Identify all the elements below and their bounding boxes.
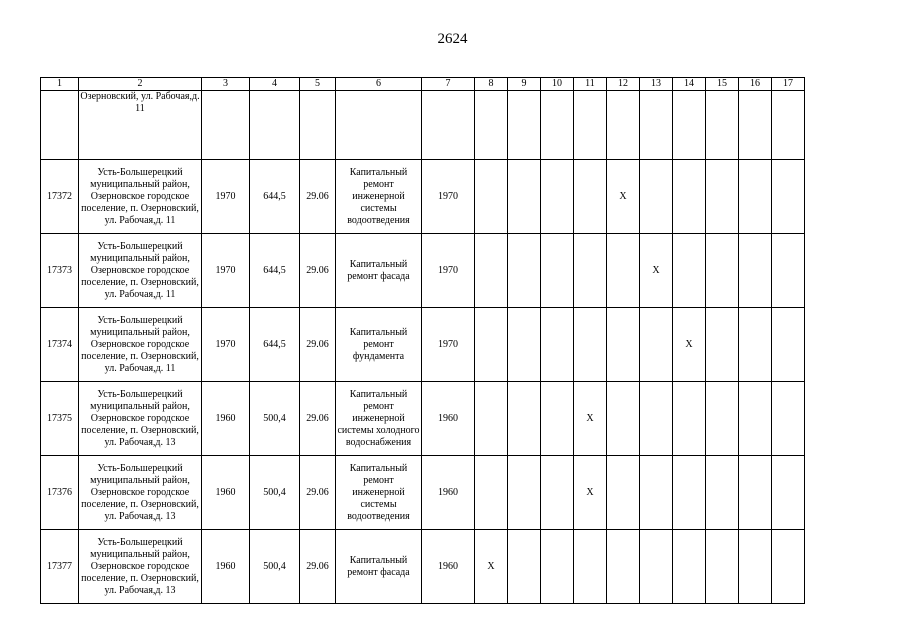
cell-id: 17372 (41, 160, 79, 234)
cell-year: 1960 (202, 530, 250, 604)
cell-empty (673, 456, 706, 530)
cell-empty (772, 530, 805, 604)
cell-col5: 29.06 (300, 308, 336, 382)
cell-area: 644,5 (250, 308, 300, 382)
cell-year: 1970 (202, 234, 250, 308)
cell-empty (574, 160, 607, 234)
cell-area: 500,4 (250, 382, 300, 456)
cell-col5: 29.06 (300, 234, 336, 308)
cell-id (41, 91, 79, 160)
cell-year: 1960 (202, 382, 250, 456)
cell-empty (772, 456, 805, 530)
cell-empty (541, 308, 574, 382)
cell-id: 17373 (41, 234, 79, 308)
column-header: 16 (739, 78, 772, 91)
cell-empty (706, 456, 739, 530)
cell-col7: 1960 (422, 382, 475, 456)
cell-address: Усть-Большерецкий муниципальный район, Озерновское городское поселение, п. Озерновский, ул. Рабочая,д. 11 (79, 160, 202, 234)
cell-empty (475, 160, 508, 234)
cell-mark: Х (673, 308, 706, 382)
table-row (41, 456, 805, 530)
cell-empty (508, 160, 541, 234)
cell-empty (475, 382, 508, 456)
cell-work-type: Капитальный ремонт инженерной системы холодного водоснабжения (336, 382, 422, 456)
cell-empty (541, 160, 574, 234)
cell-col5: 29.06 (300, 530, 336, 604)
cell-empty (250, 91, 300, 160)
table-row (41, 160, 805, 234)
cell-empty (574, 234, 607, 308)
cell-mark: Х (607, 160, 640, 234)
column-header: 3 (202, 78, 250, 91)
cell-empty (541, 456, 574, 530)
cell-area: 644,5 (250, 160, 300, 234)
column-header: 9 (508, 78, 541, 91)
column-header: 8 (475, 78, 508, 91)
cell-col7: 1960 (422, 456, 475, 530)
column-header: 5 (300, 78, 336, 91)
cell-mark: Х (574, 382, 607, 456)
cell-empty (475, 456, 508, 530)
register-table (40, 77, 805, 604)
cell-empty (508, 456, 541, 530)
cell-work-type: Капитальный ремонт инженерной системы водоотведения (336, 160, 422, 234)
cell-empty (607, 234, 640, 308)
cell-address: Усть-Большерецкий муниципальный район, Озерновское городское поселение, п. Озерновский, ул. Рабочая,д. 13 (79, 456, 202, 530)
cell-empty (640, 160, 673, 234)
cell-empty (541, 234, 574, 308)
cell-empty (739, 308, 772, 382)
column-header: 2 (79, 78, 202, 91)
cell-mark: Х (475, 530, 508, 604)
column-header: 11 (574, 78, 607, 91)
cell-empty (739, 160, 772, 234)
cell-empty (607, 382, 640, 456)
cell-empty (739, 91, 772, 160)
cell-empty (673, 382, 706, 456)
cell-empty (706, 530, 739, 604)
cell-col5: 29.06 (300, 160, 336, 234)
cell-empty (422, 91, 475, 160)
cell-empty (607, 456, 640, 530)
page-number: 2624 (437, 31, 468, 47)
cell-col7: 1960 (422, 530, 475, 604)
cell-empty (541, 382, 574, 456)
cell-empty (508, 530, 541, 604)
cell-year: 1970 (202, 160, 250, 234)
cell-col5: 29.06 (300, 382, 336, 456)
column-header: 4 (250, 78, 300, 91)
column-header: 10 (541, 78, 574, 91)
cell-empty (739, 382, 772, 456)
cell-mark: Х (574, 456, 607, 530)
cell-empty (739, 234, 772, 308)
cell-empty (640, 382, 673, 456)
cell-empty (300, 91, 336, 160)
cell-year: 1970 (202, 308, 250, 382)
cell-empty (640, 308, 673, 382)
cell-empty (574, 530, 607, 604)
cell-address: Озерновский, ул. Рабочая,д. 11 (79, 91, 202, 160)
cell-empty (772, 91, 805, 160)
cell-col5: 29.06 (300, 456, 336, 530)
cell-empty (772, 382, 805, 456)
cell-empty (640, 91, 673, 160)
column-header: 14 (673, 78, 706, 91)
cell-col7: 1970 (422, 234, 475, 308)
cell-empty (706, 234, 739, 308)
cell-area: 500,4 (250, 456, 300, 530)
cell-empty (541, 91, 574, 160)
cell-col7: 1970 (422, 308, 475, 382)
cell-empty (336, 91, 422, 160)
cell-work-type: Капитальный ремонт фасада (336, 530, 422, 604)
table-row (41, 382, 805, 456)
cell-id: 17374 (41, 308, 79, 382)
cell-empty (706, 308, 739, 382)
cell-address: Усть-Большерецкий муниципальный район, Озерновское городское поселение, п. Озерновский, ул. Рабочая,д. 13 (79, 382, 202, 456)
column-header: 15 (706, 78, 739, 91)
cell-empty (574, 308, 607, 382)
cell-empty (739, 530, 772, 604)
continuation-row (41, 91, 805, 160)
cell-address: Усть-Большерецкий муниципальный район, Озерновское городское поселение, п. Озерновский, ул. Рабочая,д. 11 (79, 308, 202, 382)
cell-empty (541, 530, 574, 604)
cell-empty (706, 91, 739, 160)
cell-id: 17376 (41, 456, 79, 530)
cell-area: 500,4 (250, 530, 300, 604)
cell-empty (673, 530, 706, 604)
cell-year: 1960 (202, 456, 250, 530)
cell-empty (772, 308, 805, 382)
cell-empty (673, 91, 706, 160)
table-row (41, 308, 805, 382)
cell-id: 17375 (41, 382, 79, 456)
table-row (41, 234, 805, 308)
cell-empty (706, 382, 739, 456)
column-number-row (41, 78, 805, 91)
column-header: 7 (422, 78, 475, 91)
column-header: 13 (640, 78, 673, 91)
cell-work-type: Капитальный ремонт фасада (336, 234, 422, 308)
cell-empty (475, 308, 508, 382)
table-row (41, 530, 805, 604)
cell-work-type: Капитальный ремонт фундамента (336, 308, 422, 382)
cell-empty (607, 308, 640, 382)
cell-address: Усть-Большерецкий муниципальный район, Озерновское городское поселение, п. Озерновский, ул. Рабочая,д. 13 (79, 530, 202, 604)
column-header: 1 (41, 78, 79, 91)
cell-empty (508, 234, 541, 308)
cell-empty (574, 91, 607, 160)
cell-empty (607, 91, 640, 160)
cell-mark: Х (640, 234, 673, 308)
cell-empty (706, 160, 739, 234)
cell-id: 17377 (41, 530, 79, 604)
cell-address: Усть-Большерецкий муниципальный район, Озерновское городское поселение, п. Озерновский, ул. Рабочая,д. 11 (79, 234, 202, 308)
cell-empty (640, 530, 673, 604)
cell-empty (673, 160, 706, 234)
cell-empty (772, 160, 805, 234)
cell-empty (673, 234, 706, 308)
cell-empty (607, 530, 640, 604)
cell-empty (202, 91, 250, 160)
cell-empty (508, 308, 541, 382)
cell-col7: 1970 (422, 160, 475, 234)
cell-work-type: Капитальный ремонт инженерной системы водоотведения (336, 456, 422, 530)
column-header: 6 (336, 78, 422, 91)
cell-empty (475, 234, 508, 308)
cell-empty (739, 456, 772, 530)
cell-empty (508, 382, 541, 456)
cell-area: 644,5 (250, 234, 300, 308)
column-header: 17 (772, 78, 805, 91)
column-header: 12 (607, 78, 640, 91)
cell-empty (772, 234, 805, 308)
cell-empty (640, 456, 673, 530)
cell-empty (508, 91, 541, 160)
cell-empty (475, 91, 508, 160)
